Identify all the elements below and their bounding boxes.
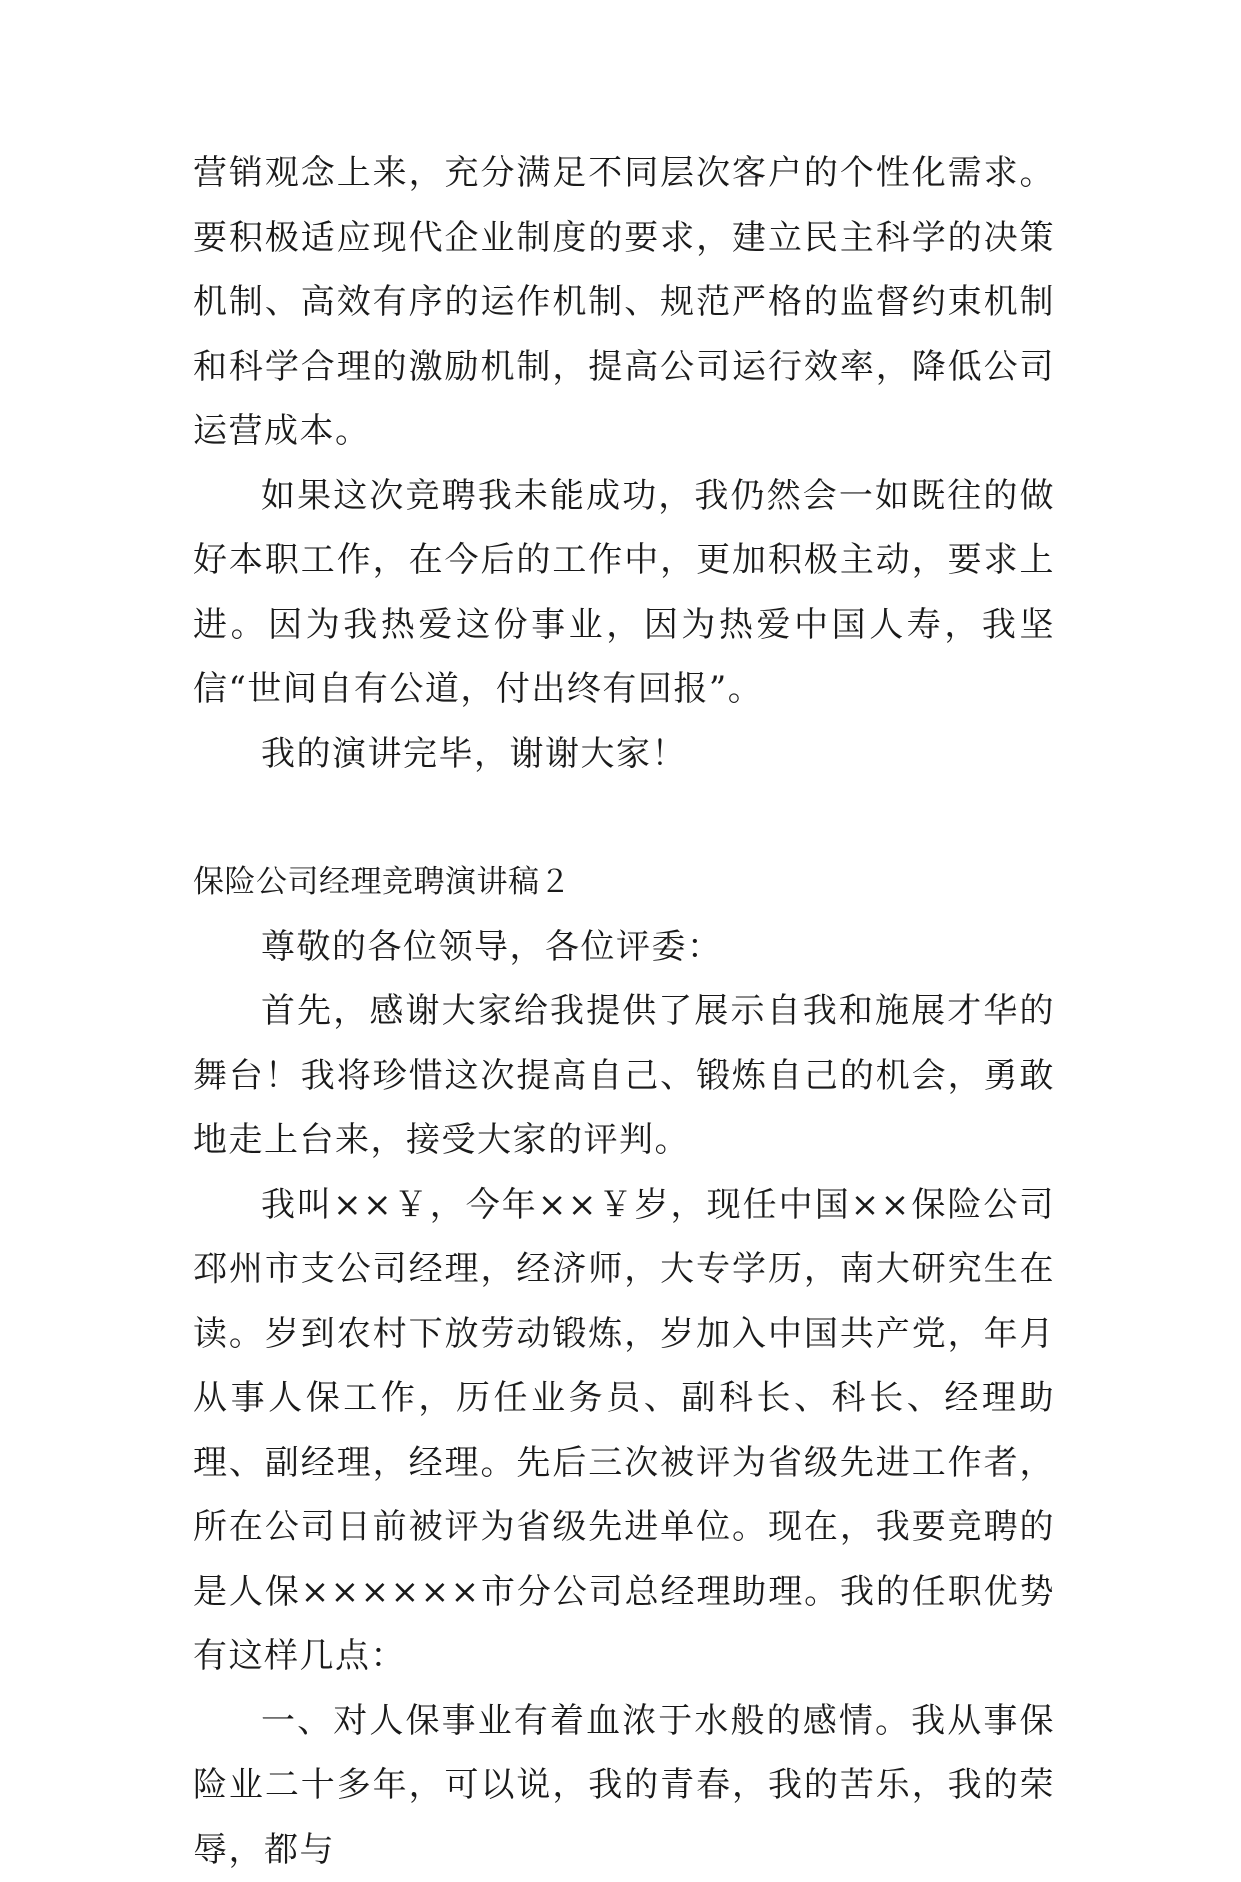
document-body <box>193 141 1055 1882</box>
paragraph-advantage-one: 一、对人保事业有着血浓于水般的感情。我从事保险业二十多年，可以说，我的青春，我的苦乐，我的荣辱，都与 <box>193 1689 1055 1882</box>
paragraph-marketing: 营销观念上来，充分满足不同层次客户的个性化需求。要积极适应现代企业制度的要求，建立民主科学的决策机制、高效有序的运作机制、规范严格的监督约束机制和科学合理的激励机制，提高公司运行效率，降低公司运营成本。 <box>193 141 1055 464</box>
paragraph-if-not-successful: 如果这次竞聘我未能成功，我仍然会一如既往的做好本职工作，在今后的工作中，更加积极主动，要求上进。因为我热爱这份事业，因为热爱中国人寿，我坚信“世间自有公道，付出终有回报”。 <box>193 464 1055 722</box>
paragraph-closing: 我的演讲完毕，谢谢大家！ <box>193 722 1055 787</box>
paragraph-salutation: 尊敬的各位领导，各位评委： <box>193 915 1055 980</box>
section-spacer <box>193 786 1055 850</box>
section-title: 保险公司经理竞聘演讲稿２ <box>193 850 1055 915</box>
paragraph-self-introduction: 我叫××￥，今年××￥岁，现任中国××保险公司邳州市支公司经理，经济师，大专学历，南大研究生在读。岁到农村下放劳动锻炼，岁加入中国共产党，年月从事人保工作，历任业务员、副科长、科长、经理助理、副经理，经理。先后三次被评为省级先进工作者，所在公司日前被评为省级先进单位。现在，我要竞聘的是人保××××××市分公司总经理助理。我的任职优势有这样几点： <box>193 1173 1055 1689</box>
paragraph-thanks: 首先，感谢大家给我提供了展示自我和施展才华的舞台！我将珍惜这次提高自己、锻炼自己的机会，勇敢地走上台来，接受大家的评判。 <box>193 979 1055 1173</box>
